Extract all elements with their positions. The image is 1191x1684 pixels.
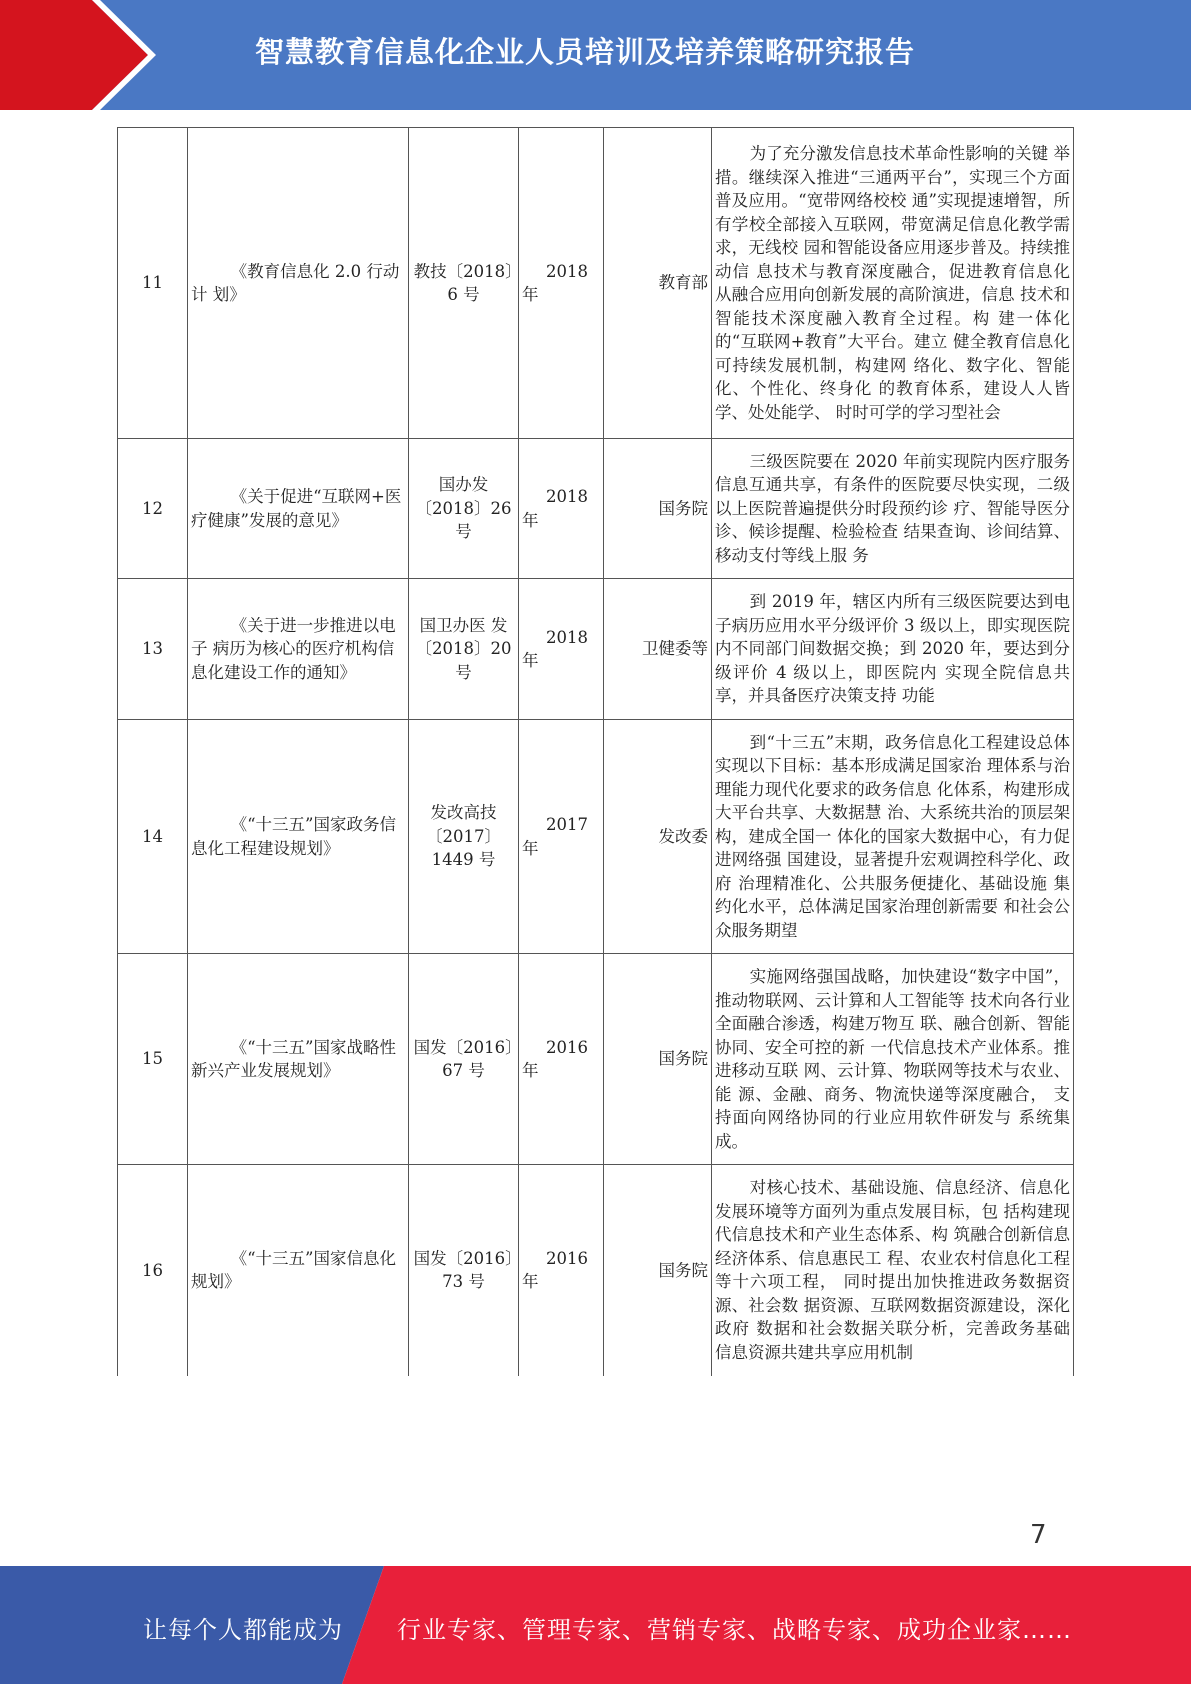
policy-name: 《关于促进“互联网+医 疗健康”发展的意见》	[188, 439, 409, 579]
row-number: 16	[118, 1165, 188, 1376]
policy-content: 实施网络强国战略，加快建设“数字中国”，推动物联网、云计算和人工智能等 技术向各行业全面融合渗透，构建万物互 联、融合创新、智能协同、安全可控的新 一代信息技术产业体系。推进移动互联 网、云计算、物联网等技术与农业、能 源、金融、商务、物流快递等深度融合， 支持面向网络协同的行业应用软件研发与 系统集成。	[712, 954, 1074, 1165]
issuing-department: 卫健委等	[604, 579, 712, 720]
year-unit: 年	[522, 838, 539, 858]
table-row	[118, 579, 1074, 720]
table-row	[118, 439, 1074, 579]
issuing-department: 国务院	[604, 439, 712, 579]
table-row	[118, 954, 1074, 1165]
document-number: 国发〔2016〕67 号	[409, 954, 519, 1165]
policy-name: 《“十三五”国家战略性 新兴产业发展规划》	[188, 954, 409, 1165]
issuing-department: 国务院	[604, 1165, 712, 1376]
year-value: 2016	[546, 1037, 588, 1057]
row-number: 12	[118, 439, 188, 579]
policy-name: 《“十三五”国家政务信 息化工程建设规划》	[188, 720, 409, 954]
document-number: 国办发〔2018〕26 号	[409, 439, 519, 579]
year-unit: 年	[522, 510, 539, 530]
policy-name: 《“十三五”国家信息化 规划》	[188, 1165, 409, 1376]
document-number: 发改高技〔2017〕1449 号	[409, 720, 519, 954]
document-number: 教技〔2018〕6 号	[409, 128, 519, 439]
policy-content: 对核心技术、基础设施、信息经济、信息化发展环境等方面列为重点发展目标，包 括构建现代信息技术和产业生态体系、构 筑融合创新信息经济体系、信息惠民工 程、农业农村信息化工程等十六项工程， 同时提出加快推进政务数据资源、社会数 据资源、互联网数据资源建设，深化政府 数据和社会数据关联分析，完善政务基础 信息资源共建共享应用机制	[712, 1165, 1074, 1376]
report-title: 智慧教育信息化企业人员培训及培养策略研究报告	[255, 35, 916, 69]
policy-name: 《关于进一步推进以电子 病历为核心的医疗机构信 息化建设工作的通知》	[188, 579, 409, 720]
policy-content: 到“十三五”末期，政务信息化工程建设总体实现以下目标：基本形成满足国家治 理体系与治理能力现代化要求的政务信息 化体系，构建形成大平台共享、大数据慧 治、大系统共治的顶层架构，建成全国一 体化的国家大数据中心，有力促进网络强 国建设，显著提升宏观调控科学化、政府 治理精准化、公共服务便捷化、基础设施 集约化水平，总体满足国家治理创新需要 和社会公众服务期望	[712, 720, 1074, 954]
year-unit: 年	[522, 1061, 539, 1080]
page-footer	[0, 1566, 1191, 1684]
issuing-department: 教育部	[604, 128, 712, 439]
row-number: 15	[118, 954, 188, 1165]
row-number: 13	[118, 579, 188, 720]
policy-table	[117, 127, 1074, 1376]
issue-year	[519, 720, 604, 954]
year-unit: 年	[522, 285, 539, 304]
issuing-department: 发改委	[604, 720, 712, 954]
year-value: 2018	[546, 627, 588, 647]
document-number: 国发〔2016〕73 号	[409, 1165, 519, 1376]
page-number: 7	[1030, 1520, 1047, 1550]
table-row	[118, 720, 1074, 954]
document-number: 国卫办医 发〔2018〕20 号	[409, 579, 519, 720]
table-row	[118, 128, 1074, 439]
row-number: 11	[118, 128, 188, 439]
year-unit: 年	[522, 1272, 539, 1292]
policy-content: 三级医院要在 2020 年前实现院内医疗服务 信息互通共享，有条件的医院要尽快实现，二级以上医院普遍提供分时段预约诊 疗、智能导医分诊、候诊提醒、检验检查 结果查询、诊间结算、移动支付等线上服 务	[712, 439, 1074, 579]
issue-year	[519, 128, 604, 439]
issue-year	[519, 439, 604, 579]
issue-year	[519, 1165, 604, 1376]
footer-slogan-right: 行业专家、管理专家、营销专家、战略专家、成功企业家……	[397, 1616, 1072, 1644]
policy-content: 到 2019 年，辖区内所有三级医院要达到电 子病历应用水平分级评价 3 级以上，即实现医院内不同部门间数据交换；到 2020 年，要达到分级评价 4 级以上，即医院内 实现全院信息共享，并具备医疗决策支持 功能	[712, 579, 1074, 720]
issue-year	[519, 579, 604, 720]
policy-content: 为了充分激发信息技术革命性影响的关键 举措。继续深入推进“三通两平台”，实现三个方面普及应用。“宽带网络校校 通”实现提速增智，所有学校全部接入互联网，带宽满足信息化教学需求，无线校 园和智能设备应用逐步普及。持续推动信 息技术与教育深度融合，促进教育信息化 从融合应用向创新发展的高阶演进，信息 技术和智能技术深度融入教育全过程。构 建一体化的“互联网+教育”大平台。建立 健全教育信息化可持续发展机制，构建网 络化、数字化、智能化、个性化、终身化 的教育体系，建设人人皆学、处处能学、 时时可学的学习型社会	[712, 128, 1074, 439]
year-value: 2017	[546, 815, 588, 834]
footer-slogan-left: 让每个人都能成为	[143, 1616, 343, 1644]
year-value: 2016	[546, 1248, 588, 1268]
row-number: 14	[118, 720, 188, 954]
year-value: 2018	[546, 261, 588, 281]
table-row	[118, 1165, 1074, 1376]
issuing-department: 国务院	[604, 954, 712, 1165]
page-header	[0, 0, 1191, 110]
year-value: 2018	[546, 487, 588, 506]
issue-year	[519, 954, 604, 1165]
year-unit: 年	[522, 651, 539, 670]
policy-name: 《教育信息化 2.0 行动计 划》	[188, 128, 409, 439]
